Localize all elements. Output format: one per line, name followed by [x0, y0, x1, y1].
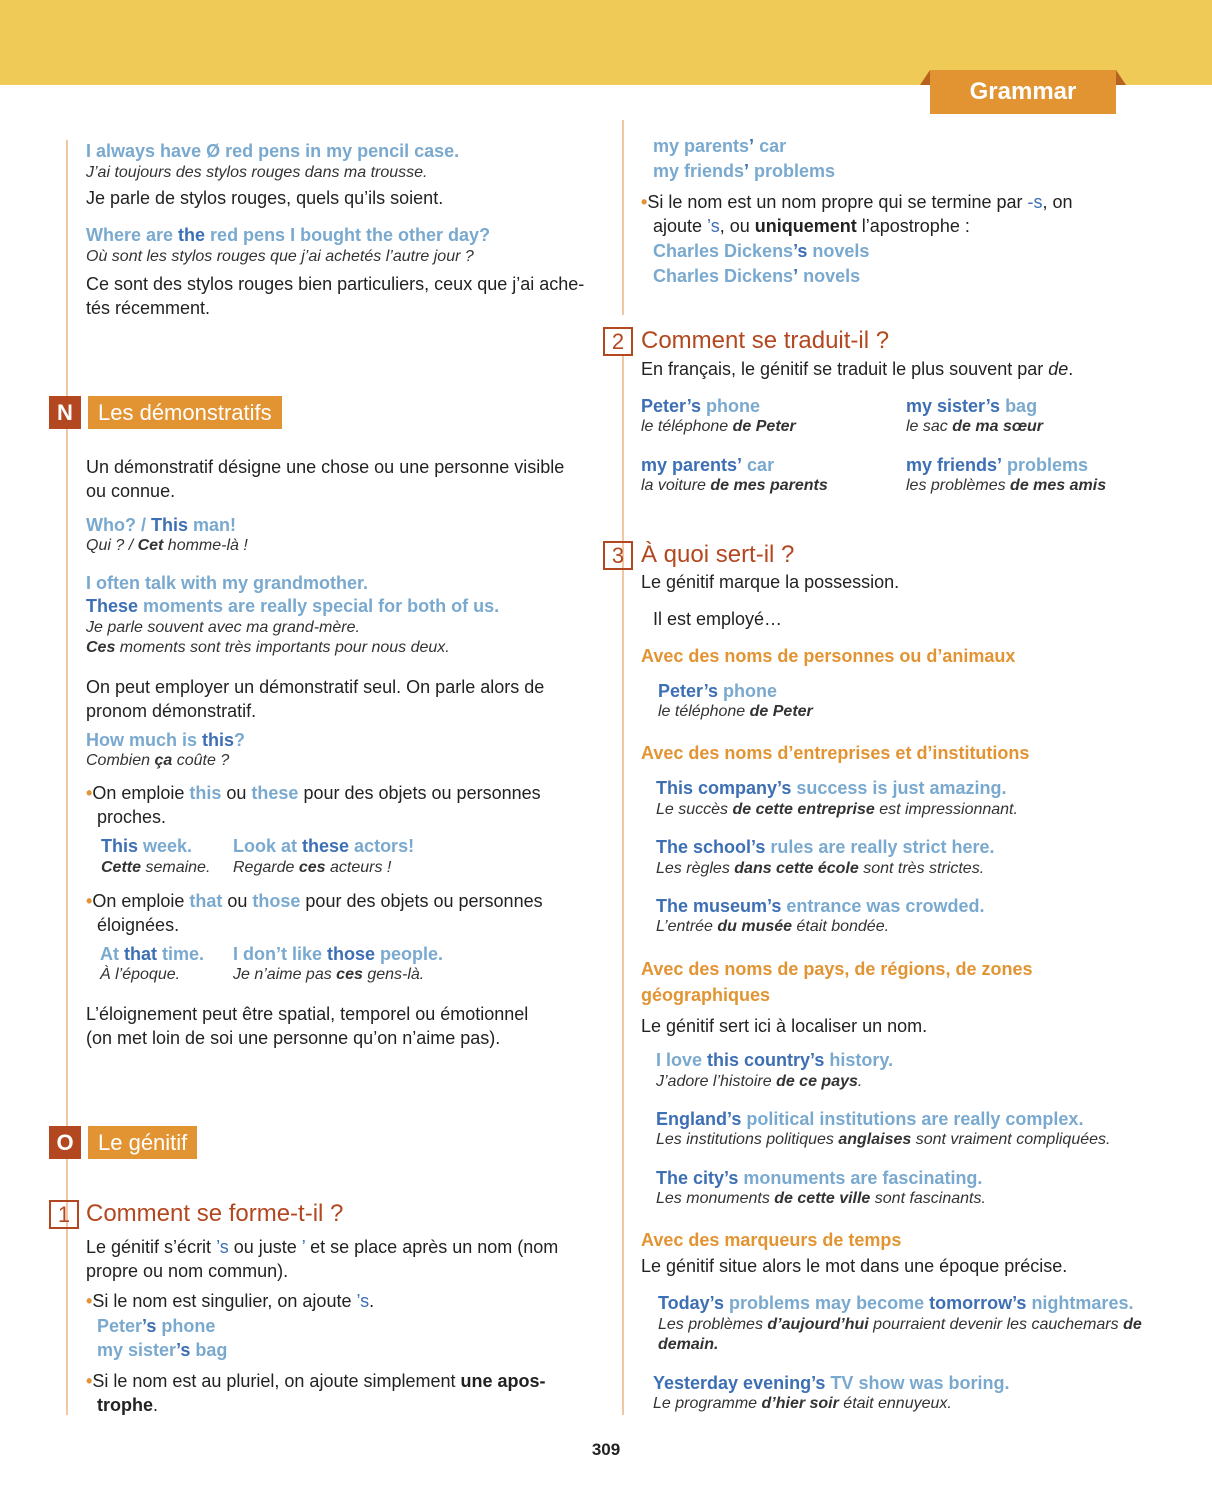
subsection-title-forme: Comment se forme-t-il ? [86, 1200, 344, 1227]
example-dickens-apostrophe: Charles Dickens’ novels [653, 266, 861, 286]
example-grandmother: I often talk with my grandmother. [86, 573, 369, 593]
example-peters-phone-2: Peter’s phone [658, 681, 778, 701]
section-title: Le génitif [88, 1126, 197, 1159]
example-these-moments: These moments are really special for both of us. [86, 596, 500, 616]
bullet-that-those-2: éloignées. [97, 915, 180, 935]
intro-example-1-note: Je parle de stylos rouges, quels qu’ils soient. [86, 188, 444, 208]
eloignement-1: L’éloignement peut être spatial, temporel ou émotionnel [86, 1004, 529, 1024]
section-letter: O [49, 1126, 81, 1159]
bullet-pluriel: •Si le nom est au pluriel, on ajoute simplement une apos- [86, 1371, 546, 1391]
grid-sisters-bag-fr: le sac de ma sœur [906, 418, 1043, 435]
example-who-this-man: Who? / This man! [86, 515, 237, 535]
example-city-fr: Les monuments de cette ville sont fascinants. [656, 1190, 986, 1207]
example-peters-phone-2-fr: le téléphone de Peter [658, 703, 813, 720]
genitif-forme-1: Le génitif s’écrit ’s ou juste ’ et se place après un nom (nom [86, 1237, 559, 1257]
traduit-explanation: En français, le génitif se traduit le plus souvent par de. [641, 359, 1074, 379]
sert-explanation: Le génitif marque la possession. [641, 572, 900, 592]
example-these-moments-fr: Ces moments sont très importants pour nous deux. [86, 639, 450, 656]
grid-sisters-bag: my sister’s bag [906, 396, 1038, 416]
subsection-number: 3 [603, 541, 633, 570]
temps-explanation: Le génitif situe alors le mot dans une époque précise. [641, 1256, 1068, 1276]
pronom-demonstratif-2: pronom démonstratif. [86, 701, 257, 721]
example-yesterday-fr: Le programme d’hier soir était ennuyeux. [653, 1395, 952, 1412]
example-company-fr: Le succès de cette entreprise est impressionnant. [656, 801, 1018, 818]
example-school-fr: Les règles dans cette école sont très strictes. [656, 860, 985, 877]
example-that-time-fr: À l’époque. [100, 966, 181, 983]
eloignement-2: (on met loin de soi une personne qu’on n’aime pas). [86, 1028, 501, 1048]
example-england-fr: Les institutions politiques anglaises sont vraiment compliquées. [656, 1131, 1111, 1148]
intro-example-2-note-2: tés récemment. [86, 298, 211, 318]
example-friends-problems: my friends’ problems [653, 161, 836, 181]
heading-pays-2: géographiques [641, 985, 771, 1005]
example-school: The school’s rules are really strict here. [656, 837, 995, 857]
heading-entreprises: Avec des noms d’entreprises et d’institutions [641, 743, 1030, 763]
heading-pays-1: Avec des noms de pays, de régions, de zones [641, 959, 1033, 979]
bullet-that-those: •On emploie that ou those pour des objets ou personnes [86, 891, 543, 911]
pays-explanation: Le génitif sert ici à localiser un nom. [641, 1016, 928, 1036]
bullet-pluriel-2: trophe. [97, 1395, 159, 1415]
example-how-much: How much is this? [86, 730, 246, 750]
genitif-forme-2: propre ou nom commun). [86, 1261, 289, 1281]
bullet-singulier: •Si le nom est singulier, on ajoute ’s. [86, 1291, 375, 1311]
example-dickens-s: Charles Dickens’s novels [653, 241, 870, 261]
right-column-rule [622, 120, 624, 315]
bullet-nom-propre-2: ajoute ’s, ou uniquement l’apostrophe : [653, 216, 970, 236]
example-sisters-bag: my sister’s bag [97, 1340, 228, 1360]
example-museum-fr: L’entrée du musée était bondée. [656, 918, 890, 935]
heading-temps: Avec des marqueurs de temps [641, 1230, 902, 1250]
grid-parents-car: my parents’ car [641, 455, 775, 475]
intro-example-2-note-1: Ce sont des stylos rouges bien particuliers, ceux que j’ai ache- [86, 274, 585, 294]
example-this-week: This week. [101, 836, 193, 856]
sert-employe: Il est employé… [653, 609, 783, 629]
example-those-people: I don’t like those people. [233, 944, 444, 964]
example-country: I love this country’s history. [656, 1050, 894, 1070]
example-yesterday: Yesterday evening’s TV show was boring. [653, 1373, 1010, 1393]
subsection-number: 2 [603, 327, 633, 356]
example-those-people-fr: Je n’aime pas ces gens-là. [233, 966, 425, 983]
subsection-number: 1 [49, 1200, 79, 1229]
bullet-this-these-2: proches. [97, 807, 167, 827]
section-letter: N [49, 396, 81, 429]
intro-example-2-fr: Où sont les stylos rouges que j’ai achetés l’autre jour ? [86, 248, 474, 265]
bullet-this-these: •On emploie this ou these pour des objets ou personnes [86, 783, 541, 803]
subsection-title-sert: À quoi sert-il ? [641, 541, 795, 568]
section-title: Les démonstratifs [88, 396, 282, 429]
grid-friends-problems: my friends’ problems [906, 455, 1089, 475]
example-parents-car: my parents’ car [653, 136, 787, 156]
intro-example-1-en: I always have Ø red pens in my pencil case. [86, 141, 460, 161]
intro-example-2-en: Where are the red pens I bought the other day? [86, 225, 491, 245]
example-these-actors-fr: Regarde ces acteurs ! [233, 859, 392, 876]
example-city: The city’s monuments are fascinating. [656, 1168, 983, 1188]
example-museum: The museum’s entrance was crowded. [656, 896, 985, 916]
example-peters-phone: Peter’s phone [97, 1316, 216, 1336]
example-grandmother-fr: Je parle souvent avec ma grand-mère. [86, 619, 360, 636]
grid-parents-car-fr: la voiture de mes parents [641, 477, 828, 494]
page-number: 309 [591, 1440, 621, 1459]
example-today: Today’s problems may become tomorrow’s nightmares. [658, 1293, 1134, 1313]
example-that-time: At that time. [100, 944, 205, 964]
grid-peters-phone-fr: le téléphone de Peter [641, 418, 796, 435]
example-england: England’s political institutions are really complex. [656, 1109, 1084, 1129]
example-how-much-fr: Combien ça coûte ? [86, 752, 230, 769]
grammar-tab[interactable]: Grammar [930, 70, 1116, 114]
example-company: This company’s success is just amazing. [656, 778, 1007, 798]
example-today-fr-2: demain. [658, 1336, 719, 1353]
example-who-this-man-fr: Qui ? / Cet homme-là ! [86, 537, 248, 554]
example-these-actors: Look at these actors! [233, 836, 415, 856]
heading-personnes: Avec des noms de personnes ou d’animaux [641, 646, 1016, 666]
grid-peters-phone: Peter’s phone [641, 396, 761, 416]
example-this-week-fr: Cette semaine. [101, 859, 211, 876]
pronom-demonstratif-1: On peut employer un démonstratif seul. On parle alors de [86, 677, 545, 697]
subsection-title-traduit: Comment se traduit-il ? [641, 327, 890, 354]
bullet-nom-propre: •Si le nom est un nom propre qui se termine par -s, on [641, 192, 1073, 212]
grid-friends-problems-fr: les problèmes de mes amis [906, 477, 1107, 494]
demonstratif-definition-2: ou connue. [86, 481, 176, 501]
demonstratif-definition-1: Un démonstratif désigne une chose ou une personne visible [86, 457, 565, 477]
example-country-fr: J’adore l’histoire de ce pays. [656, 1073, 863, 1090]
example-today-fr: Les problèmes d’aujourd’hui pourraient devenir les cauchemars de [658, 1316, 1142, 1333]
intro-example-1-fr: J’ai toujours des stylos rouges dans ma trousse. [86, 164, 428, 181]
right-column-rule-2 [622, 355, 624, 1415]
